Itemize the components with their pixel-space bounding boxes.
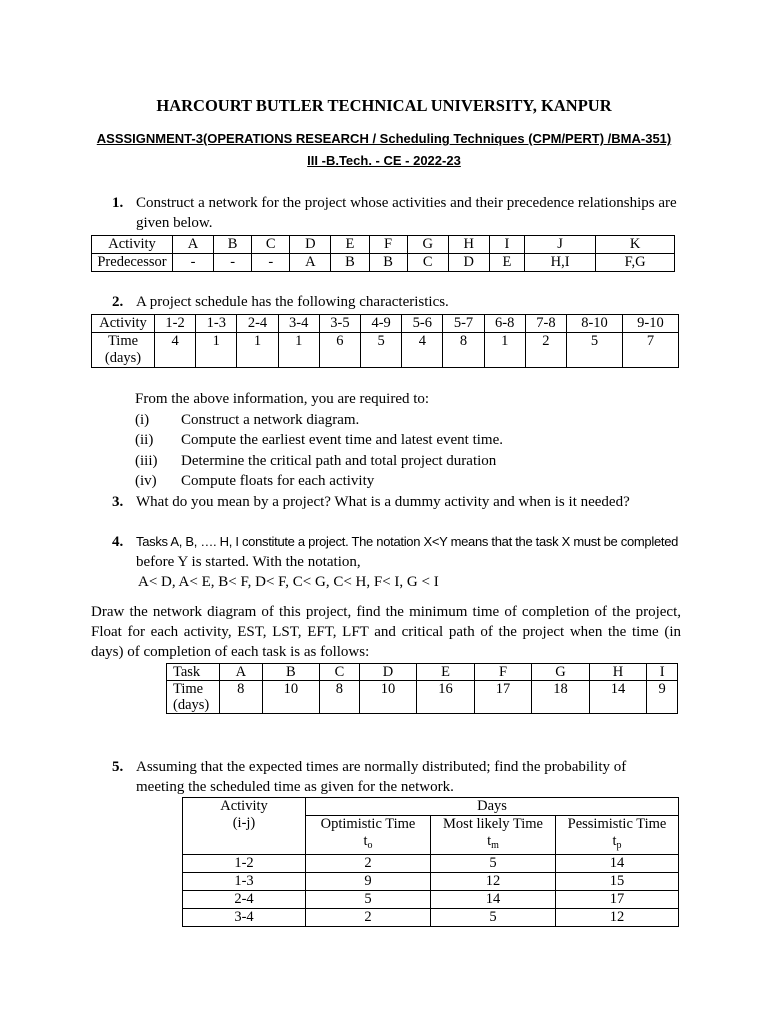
- table-cell: F,G: [596, 254, 675, 272]
- question-2: [112, 292, 692, 312]
- question-5-text: Assuming that the expected times are normally distributed; find the probability of meeting the scheduled time as given for the network.: [136, 759, 627, 795]
- table-cell: A: [220, 664, 263, 681]
- university-title: HARCOURT BUTLER TECHNICAL UNIVERSITY, KANPUR: [156, 96, 612, 115]
- table-cell: D: [359, 664, 417, 681]
- activity-header-cell: [183, 798, 306, 855]
- table-row: [183, 798, 679, 816]
- table-cell: D: [448, 254, 489, 272]
- table-cell: C: [407, 254, 448, 272]
- days-label: (days): [173, 697, 210, 713]
- most-likely-header-cell: [431, 816, 556, 855]
- table-cell: 14: [556, 855, 679, 873]
- table-cell: H: [589, 664, 647, 681]
- list-item-text: Construct a network diagram.: [181, 411, 360, 428]
- table-cell: 1-3: [183, 873, 306, 891]
- question-2-text: A project schedule has the following characteristics.: [136, 294, 449, 310]
- table-cell: -: [252, 254, 290, 272]
- table-cell: K: [596, 236, 675, 254]
- table-cell: F: [369, 236, 407, 254]
- table-cell: 5: [361, 333, 402, 368]
- table-cell: 5: [306, 891, 431, 909]
- table-header-cell: [167, 681, 220, 714]
- table-cell: 5: [431, 855, 556, 873]
- table-cell: -: [214, 254, 252, 272]
- table-cell: J: [524, 236, 595, 254]
- table-cell: B: [369, 254, 407, 272]
- symbol-subscript: m: [491, 840, 499, 851]
- table-cell: 1: [278, 333, 319, 368]
- table-cell: B: [262, 664, 320, 681]
- table-cell: 15: [556, 873, 679, 891]
- table-row: [183, 909, 679, 927]
- question-4: [112, 532, 702, 592]
- list-item: [135, 430, 503, 451]
- table-row: [183, 891, 679, 909]
- time-label: Time: [173, 681, 204, 697]
- table-row: [92, 333, 679, 368]
- table-cell: 8-10: [567, 315, 623, 333]
- list-item: [135, 410, 503, 431]
- table-cell: 12: [431, 873, 556, 891]
- question-5: [112, 757, 652, 797]
- table-cell: B: [214, 236, 252, 254]
- table-cell: 5: [567, 333, 623, 368]
- table-cell: D: [290, 236, 331, 254]
- table-row: [167, 681, 678, 714]
- table-cell: 1: [196, 333, 237, 368]
- table-cell: 2: [306, 909, 431, 927]
- table-cell: 7-8: [525, 315, 566, 333]
- table-cell: G: [532, 664, 590, 681]
- days-label: (days): [104, 350, 142, 366]
- table-cell: B: [331, 254, 369, 272]
- question-4-line-1: Tasks A, B, …. H, I constitute a project. The notation X<Y means that the task X must be completed: [136, 534, 679, 549]
- table-cell: 9: [306, 873, 431, 891]
- table-cell: 1-2: [183, 855, 306, 873]
- table-cell: 1-2: [155, 315, 196, 333]
- table-header-cell: Activity: [92, 315, 155, 333]
- table-row: [167, 664, 678, 681]
- table-header-cell: [92, 333, 155, 368]
- table-cell: 3-5: [319, 315, 360, 333]
- table-cell: C: [252, 236, 290, 254]
- days-header-cell: Days: [306, 798, 679, 816]
- q1-precedence-table: [91, 235, 675, 272]
- table-cell: H,I: [524, 254, 595, 272]
- question-1-number: 1.: [112, 195, 124, 211]
- table-row: [92, 254, 675, 272]
- q2-task-list: [135, 389, 503, 492]
- table-cell: 17: [474, 681, 532, 714]
- symbol-t: t: [612, 833, 617, 849]
- table-cell: C: [320, 664, 360, 681]
- table-row: [183, 855, 679, 873]
- table-cell: 2-4: [183, 891, 306, 909]
- table-cell: 8: [443, 333, 484, 368]
- course-title: III -B.Tech. - CE - 2022-23: [307, 153, 461, 168]
- time-label: Time: [107, 333, 139, 349]
- table-cell: 6-8: [484, 315, 525, 333]
- table-cell: E: [417, 664, 475, 681]
- list-item-number: (i): [135, 411, 150, 428]
- table-cell: 2: [525, 333, 566, 368]
- table-cell: 3-4: [278, 315, 319, 333]
- table-cell: 14: [589, 681, 647, 714]
- assignment-title: ASSSIGNMENT-3(OPERATIONS RESEARCH / Scheduling Techniques (CPM/PERT) /BMA-351): [96, 131, 672, 146]
- table-header-cell: Task: [167, 664, 220, 681]
- activity-label: Activity: [220, 798, 268, 814]
- table-cell: E: [489, 254, 524, 272]
- table-cell: G: [407, 236, 448, 254]
- table-cell: -: [173, 254, 214, 272]
- table-cell: 12: [556, 909, 679, 927]
- q2-schedule-table: [91, 314, 679, 368]
- most-likely-label: Most likely Time: [443, 816, 543, 832]
- table-cell: 10: [359, 681, 417, 714]
- table-cell: 8: [220, 681, 263, 714]
- table-cell: I: [489, 236, 524, 254]
- table-cell: 1: [237, 333, 278, 368]
- table-cell: 14: [431, 891, 556, 909]
- table-cell: 2-4: [237, 315, 278, 333]
- table-row: [92, 236, 675, 254]
- table-cell: 16: [417, 681, 475, 714]
- table-cell: 10: [262, 681, 320, 714]
- question-3-number: 3.: [112, 494, 124, 510]
- question-3: [112, 492, 712, 512]
- table-cell: 4: [155, 333, 196, 368]
- table-cell: A: [173, 236, 214, 254]
- table-cell: 9: [647, 681, 678, 714]
- table-cell: H: [448, 236, 489, 254]
- optimistic-header-cell: [306, 816, 431, 855]
- table-cell: 9-10: [622, 315, 678, 333]
- pessimistic-header-cell: [556, 816, 679, 855]
- table-cell: 6: [319, 333, 360, 368]
- table-cell: 3-4: [183, 909, 306, 927]
- table-cell: 5: [431, 909, 556, 927]
- table-cell: 4: [402, 333, 443, 368]
- list-item: [135, 451, 503, 472]
- table-header-cell: Activity: [92, 236, 173, 254]
- table-cell: A: [290, 254, 331, 272]
- question-4-line-2: before Y is started. With the notation,: [136, 554, 361, 570]
- list-item: [135, 471, 503, 492]
- pessimistic-label: Pessimistic Time: [567, 816, 667, 832]
- table-row: [92, 315, 679, 333]
- table-cell: I: [647, 664, 678, 681]
- q5-time-estimates-table: [182, 797, 679, 927]
- question-2-number: 2.: [112, 294, 124, 310]
- table-cell: 1: [484, 333, 525, 368]
- list-item-text: Determine the critical path and total project duration: [181, 452, 497, 469]
- table-cell: F: [474, 664, 532, 681]
- table-cell: 8: [320, 681, 360, 714]
- table-cell: 7: [622, 333, 678, 368]
- table-cell: 5-7: [443, 315, 484, 333]
- question-4-relations: A< D, A< E, B< F, D< F, C< G, C< H, F< I, G < I: [138, 574, 439, 590]
- q4-task-table: [166, 663, 678, 714]
- pessimistic-symbol: [556, 833, 678, 854]
- list-item-number: (iii): [135, 452, 158, 469]
- symbol-t: t: [487, 833, 492, 849]
- table-row: [183, 873, 679, 891]
- list-item-text: Compute floats for each activity: [181, 473, 375, 489]
- table-cell: 17: [556, 891, 679, 909]
- list-item-number: (ii): [135, 432, 154, 448]
- table-header-cell: Predecessor: [92, 254, 173, 272]
- symbol-subscript: o: [367, 840, 373, 851]
- question-1: [112, 193, 692, 233]
- table-cell: E: [331, 236, 369, 254]
- question-3-text: What do you mean by a project? What is a dummy activity and when is it needed?: [136, 494, 630, 510]
- most-likely-symbol: [431, 833, 555, 854]
- table-cell: 4-9: [361, 315, 402, 333]
- table-cell: 2: [306, 855, 431, 873]
- list-item-number: (iv): [135, 473, 157, 489]
- table-cell: 18: [532, 681, 590, 714]
- list-item-text: Compute the earliest event time and latest event time.: [181, 432, 503, 448]
- question-4-number: 4.: [112, 534, 124, 550]
- optimistic-label: Optimistic Time: [320, 816, 416, 832]
- question-4-paragraph: Draw the network diagram of this project, find the minimum time of completion of the project, Float for each activity, EST, LST, EFT, LFT and critical path of the project when the time (in days) of completion of each task is as follows:: [91, 604, 681, 660]
- symbol-t: t: [363, 833, 368, 849]
- activity-sub-label: (i-j): [232, 815, 256, 831]
- question-1-text: Construct a network for the project whose activities and their precedence relationships are given below.: [136, 195, 677, 231]
- question-5-number: 5.: [112, 759, 124, 775]
- q2-intro: From the above information, you are required to:: [135, 391, 430, 407]
- table-cell: 1-3: [196, 315, 237, 333]
- optimistic-symbol: [306, 833, 430, 854]
- symbol-subscript: p: [616, 840, 622, 851]
- table-cell: 5-6: [402, 315, 443, 333]
